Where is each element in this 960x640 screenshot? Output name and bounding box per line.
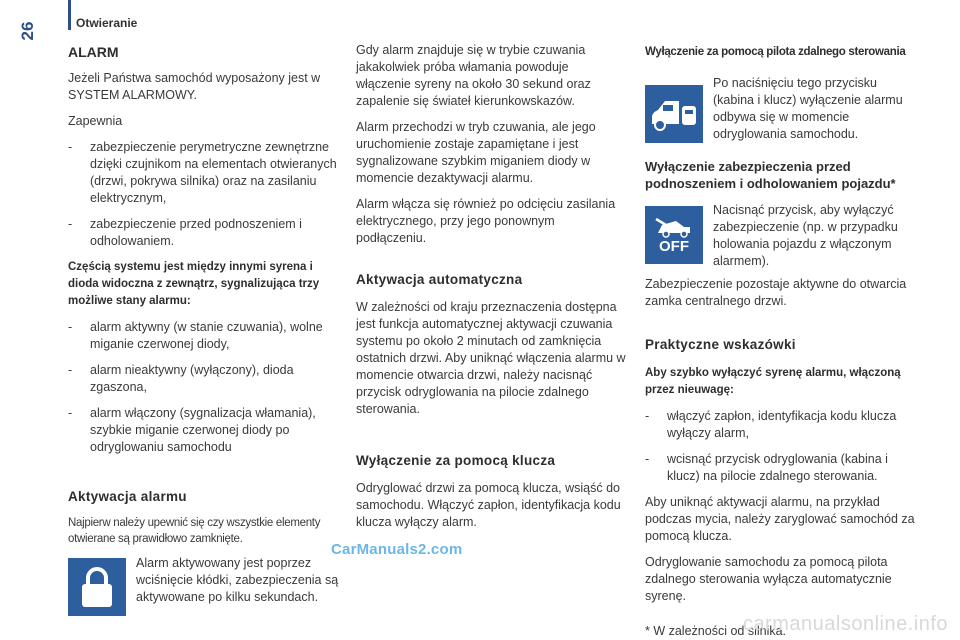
- list-item: - włączyć zapłon, identyfikacja kodu klucza wyłączy alarm,: [645, 409, 897, 440]
- watermark-footer: carmanualsonline.info: [742, 613, 948, 635]
- column-right: [645, 40, 920, 640]
- heading-activation: Aktywacja alarmu: [68, 489, 187, 504]
- page-number: 26: [18, 21, 37, 41]
- footnote: * W zależności od silnika.: [645, 624, 787, 638]
- heading-remote-off: Wyłączenie za pomocą pilota zdalnego sterowania: [645, 46, 906, 58]
- list-item: - zabezpieczenie przed podnoszeniem i odholowaniem.: [68, 217, 302, 248]
- heading-tips: Praktyczne wskazówki: [645, 337, 796, 352]
- paragraph-activation: Alarm aktywowany jest poprzez wciśnięcie kłódki, zabezpieczenia są aktywowane po kilku sekundach.: [136, 556, 339, 604]
- off-label: OFF: [659, 238, 689, 255]
- paragraph-tow-off: Nacisnąć przycisk, aby wyłączyć zabezpieczenie (np. w przypadku holowania pojazdu z włączonym alarmem).: [713, 203, 898, 268]
- remote-row: [645, 75, 920, 143]
- header-accent-bar: [68, 0, 71, 30]
- paragraph-power: Alarm włącza się również po odcięciu zasilania elektrycznego, przy jego ponownym podłączeniu.: [356, 197, 616, 245]
- tow-row: [645, 202, 920, 270]
- tow-off-icon: [645, 206, 703, 264]
- list-item: - wcisnąć przycisk odryglowania (kabina i klucz) na pilocie zdalnego sterowania.: [645, 452, 888, 483]
- paragraph-states-intro: Częścią systemu jest między innymi syrena i dioda widoczna z zewnątrz, sygnalizująca trzy możliwe stany alarmu:: [68, 261, 320, 307]
- list-item: - alarm aktywny (w stanie czuwania), wolne miganie czerwonej diody,: [68, 320, 323, 351]
- paragraph-tips-bold: Aby szybko wyłączyć syrenę alarmu, włączoną przez nieuwagę:: [645, 367, 901, 396]
- paragraph-key-off: Odryglować drzwi za pomocą klucza, wsiąść do samochodu. Włączyć zapłon, identyfikacja kodu klucza wyłączy alarm.: [356, 481, 621, 529]
- paragraph-activation-note: Najpierw należy upewnić się czy wszystkie elementy otwierane są prawidłowo zamknięte.: [68, 517, 321, 545]
- heading-auto-activation: Aktywacja automatyczna: [356, 272, 523, 287]
- paragraph-standby: Gdy alarm znajduje się w trybie czuwania jakakolwiek próba włamania powoduje włączenie syreny na około 30 sekund oraz zapalenie się świateł kierunkowskazów.: [356, 43, 591, 108]
- paragraph-intro: Jeżeli Państwa samochód wyposażony jest w SYSTEM ALARMOWY.: [68, 71, 321, 102]
- list-item: - zabezpieczenie perymetryczne zewnętrzne dzięki czujnikom na elementach otwieranych (drzwi, pokrywa silnika) oraz na zasilaniu elektrycznym,: [68, 140, 337, 205]
- list-item: - alarm nieaktywny (wyłączony), dioda zgaszona,: [68, 363, 294, 394]
- car-unlock-icon: [645, 85, 703, 143]
- activation-row: [68, 555, 340, 616]
- list-item: - alarm włączony (sygnalizacja włamania), szybkie miganie czerwonej diody po odryglowaniu samochodu: [68, 406, 316, 454]
- padlock-icon: [68, 558, 126, 616]
- paragraph-tips-remote: Odryglowanie samochodu za pomocą pilota zdalnego sterowania wyłącza automatycznie syrenę.: [645, 555, 892, 603]
- column-middle: [356, 40, 626, 540]
- heading-tow-off: Wyłączenie zabezpieczenia przed podnoszeniem i odholowaniem pojazdu*: [645, 159, 896, 191]
- section-title: Otwieranie: [76, 16, 138, 30]
- heading-key-off: Wyłączenie za pomocą klucza: [356, 453, 556, 468]
- watermark-carmanuals2: CarManuals2.com: [331, 541, 463, 558]
- paragraph-tow-after: Zabezpieczenie pozostaje aktywne do otwarcia zamka centralnego drzwi.: [645, 277, 907, 308]
- paragraph-memory: Alarm przechodzi w tryb czuwania, ale jego uruchomienie zostaje zapamiętane i jest sygnalizowane szybkim miganiem diody w momencie dezaktywacji alarmu.: [356, 120, 596, 185]
- column-alarm: [68, 40, 340, 616]
- paragraph-tips-wash: Aby uniknąć aktywacji alarmu, na przykład podczas mycia, należy zaryglować samochód za pomocą klucza.: [645, 495, 915, 543]
- paragraph-remote-off: Po naciśnięciu tego przycisku (kabina i klucz) wyłączenie alarmu odbywa się w momencie odryglowania samochodu.: [713, 76, 903, 141]
- heading-alarm: ALARM: [68, 44, 119, 60]
- paragraph-provides: Zapewnia: [68, 114, 123, 128]
- paragraph-auto-activation: W zależności od kraju przeznaczenia dostępna jest funkcja automatycznej aktywacji czuwania systemu po około 2 minutach od zamknięcia ostatnich drzwi. Aby uniknąć włączenia alarmu w momencie otwarcia drzwi, należy nacisnąć przycisk odryglowania na pilocie zdalnego sterowania.: [356, 300, 626, 416]
